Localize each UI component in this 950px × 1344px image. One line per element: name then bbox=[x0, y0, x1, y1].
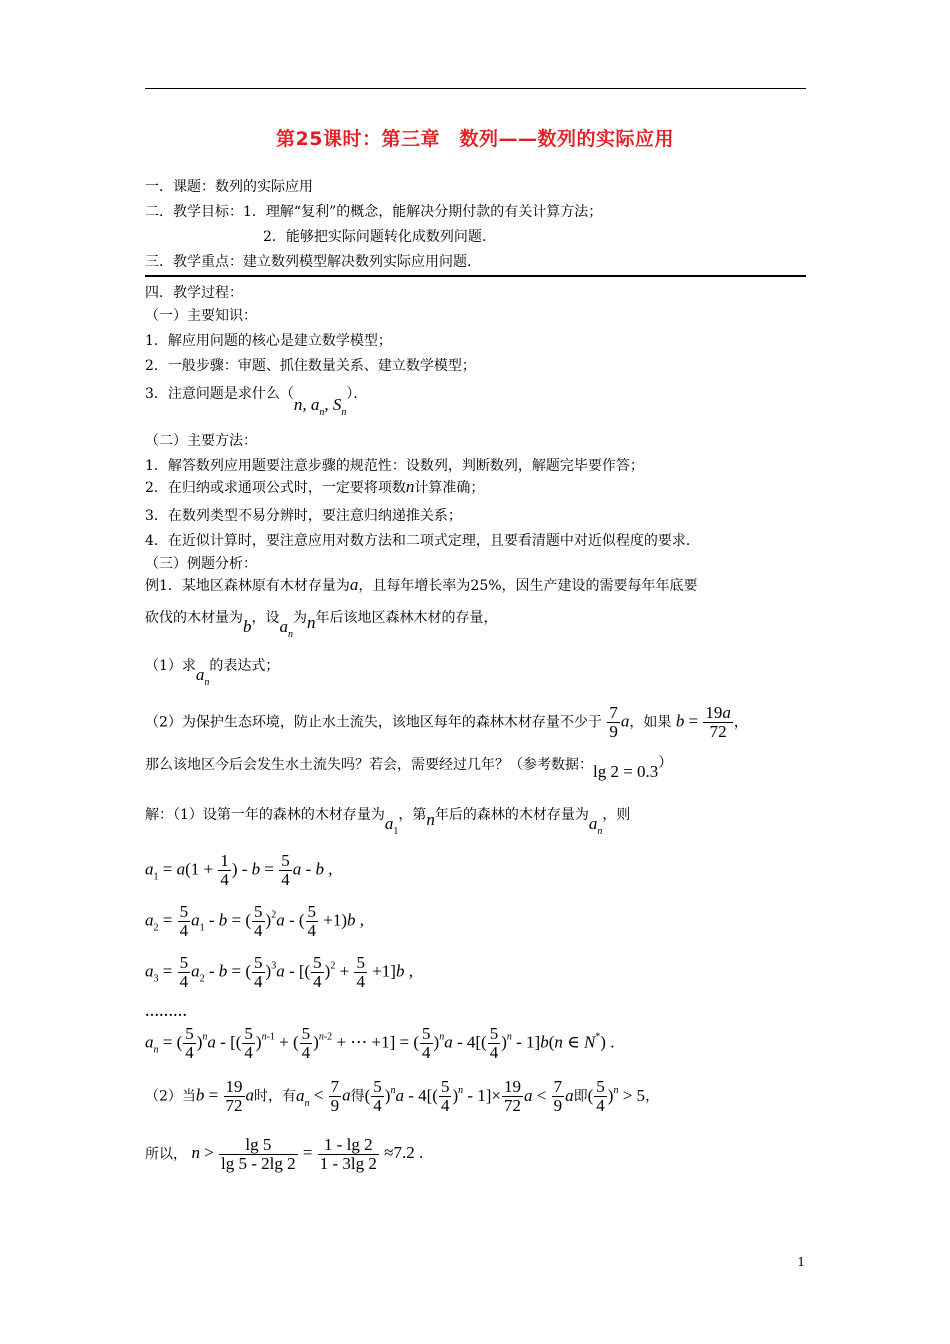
method-item-3: 3．在数列类型不易分辨时，要注意归纳递推关系； bbox=[145, 508, 462, 524]
knowledge-item-1: 1．解应用问题的核心是建立数学模型； bbox=[145, 333, 392, 349]
example-line-1: 例1．某地区森林原有木材存量为a，且每年增长率为25%，因生产建设的需要每年年底要 bbox=[145, 575, 698, 594]
solution-part-2: （2）当b = $\frac{19}{72}$ a时，有$a_n$ < $\frac{7}{9}$ a得( $\frac{5}{4}$ )$^n$a - 4[( $\frac{5}{4}$ )$^n$ - 1]× $\frac{19}{72}$ a < $\frac{7}{9}$ a即( $\frac{5}{4}$ )$^n$ > 5， bbox=[145, 1077, 660, 1116]
formula-a3: $a_3$ = $\frac{5}{4}$ $a_2$ - b = ( $\frac{5}{4}$ )$^3$a - [( $\frac{5}{4}$ )$^2$ + $\frac{5}{4}$ +1]b , bbox=[145, 953, 413, 991]
section-divider bbox=[145, 275, 806, 277]
formula-an: $a_n$ = ( $\frac{5}{4}$ )$^n$a - [( $\frac{5}{4}$ )$^{n-1}$ + ( $\frac{5}{4}$ )$^{n-2}$ + ⋯ +1] = ( $\frac{5}{4}$ )$^n$a - 4[( $\frac{5}{4}$ )$^n$ - 1]b(n ∈ N*) . bbox=[145, 1024, 615, 1062]
formula-a2: $a_2$ = $\frac{5}{4}$ $a_1$ - b = ( $\frac{5}{4}$ )$^2$a - ( $\frac{5}{4}$ +1)b , bbox=[145, 902, 365, 940]
knowledge-item-2: 2．一般步骤：审题、抓住数量关系、建立数学模型； bbox=[145, 358, 476, 374]
question-2-line-2: 那么该地区今后会发生水土流失吗？若会，需要经过几年？（参考数据：lg 2 = 0.3） bbox=[145, 755, 673, 781]
solution-intro: 解：（1）设第一年的森林的木材存量为$a_1$，第n年后的森林的木材存量为$a_n$，则 bbox=[145, 807, 631, 837]
page-title: 第25课时：第三章 数列——数列的实际应用 bbox=[276, 128, 674, 150]
question-1: （1）求$a_n$的表达式； bbox=[145, 658, 280, 688]
method-item-2: 2．在归纳或求通项公式时，一定要将项数n计算准确； bbox=[145, 477, 485, 496]
examples-heading: （三）例题分析： bbox=[145, 556, 257, 572]
knowledge-heading: （一）主要知识： bbox=[145, 308, 257, 324]
knowledge-item-3: 3．注意问题是求什么（n, $a_n$, $S_n$）． bbox=[145, 386, 368, 418]
example-line-2: 砍伐的木材量为b，设$a_n$为n年后该地区森林木材的存量， bbox=[145, 610, 498, 640]
methods-heading: （二）主要方法： bbox=[145, 433, 257, 449]
method-item-4: 4．在近似计算时，要注意应用对数方法和二项式定理，且要看清题中对近似程度的要求． bbox=[145, 533, 700, 549]
process-heading: 四．教学过程： bbox=[145, 285, 243, 301]
goal-line-2: 2．能够把实际问题转化成数列问题． bbox=[263, 229, 496, 245]
header-rule bbox=[145, 88, 806, 89]
solution-conclusion: 所以， n > $\frac{\lg 5}{\lg 5 - 2\lg 2}$ = $\frac{1 - \lg 2}{1 - 3\lg 2}$ ≈7.2 . bbox=[145, 1135, 424, 1173]
goal-line-1: 二．教学目标：1．理解“复利”的概念，能解决分期付款的有关计算方法； bbox=[145, 204, 603, 220]
ellipsis-line: ……… bbox=[145, 1005, 187, 1020]
formula-a1: $a_1 = a(1$ + $\frac{1}{4}$ ) - b = $\frac{5}{4}$ a - b , bbox=[145, 851, 333, 889]
page-number: 1 bbox=[797, 1255, 805, 1269]
topic-line: 一．课题：数列的实际应用 bbox=[145, 179, 313, 195]
question-2-line-1: （2）为保护生态环境，防止水土流失，该地区每年的森林木材存量不少于 $\frac{7}{9}$ a，如果 b = $\frac{19a}{72}$ ， bbox=[145, 703, 748, 741]
method-item-1: 1．解答数列应用题要注意步骤的规范性：设数列，判断数列，解题完毕要作答； bbox=[145, 458, 644, 474]
key-point-line: 三．教学重点：建立数列模型解决数列实际应用问题． bbox=[145, 254, 481, 270]
